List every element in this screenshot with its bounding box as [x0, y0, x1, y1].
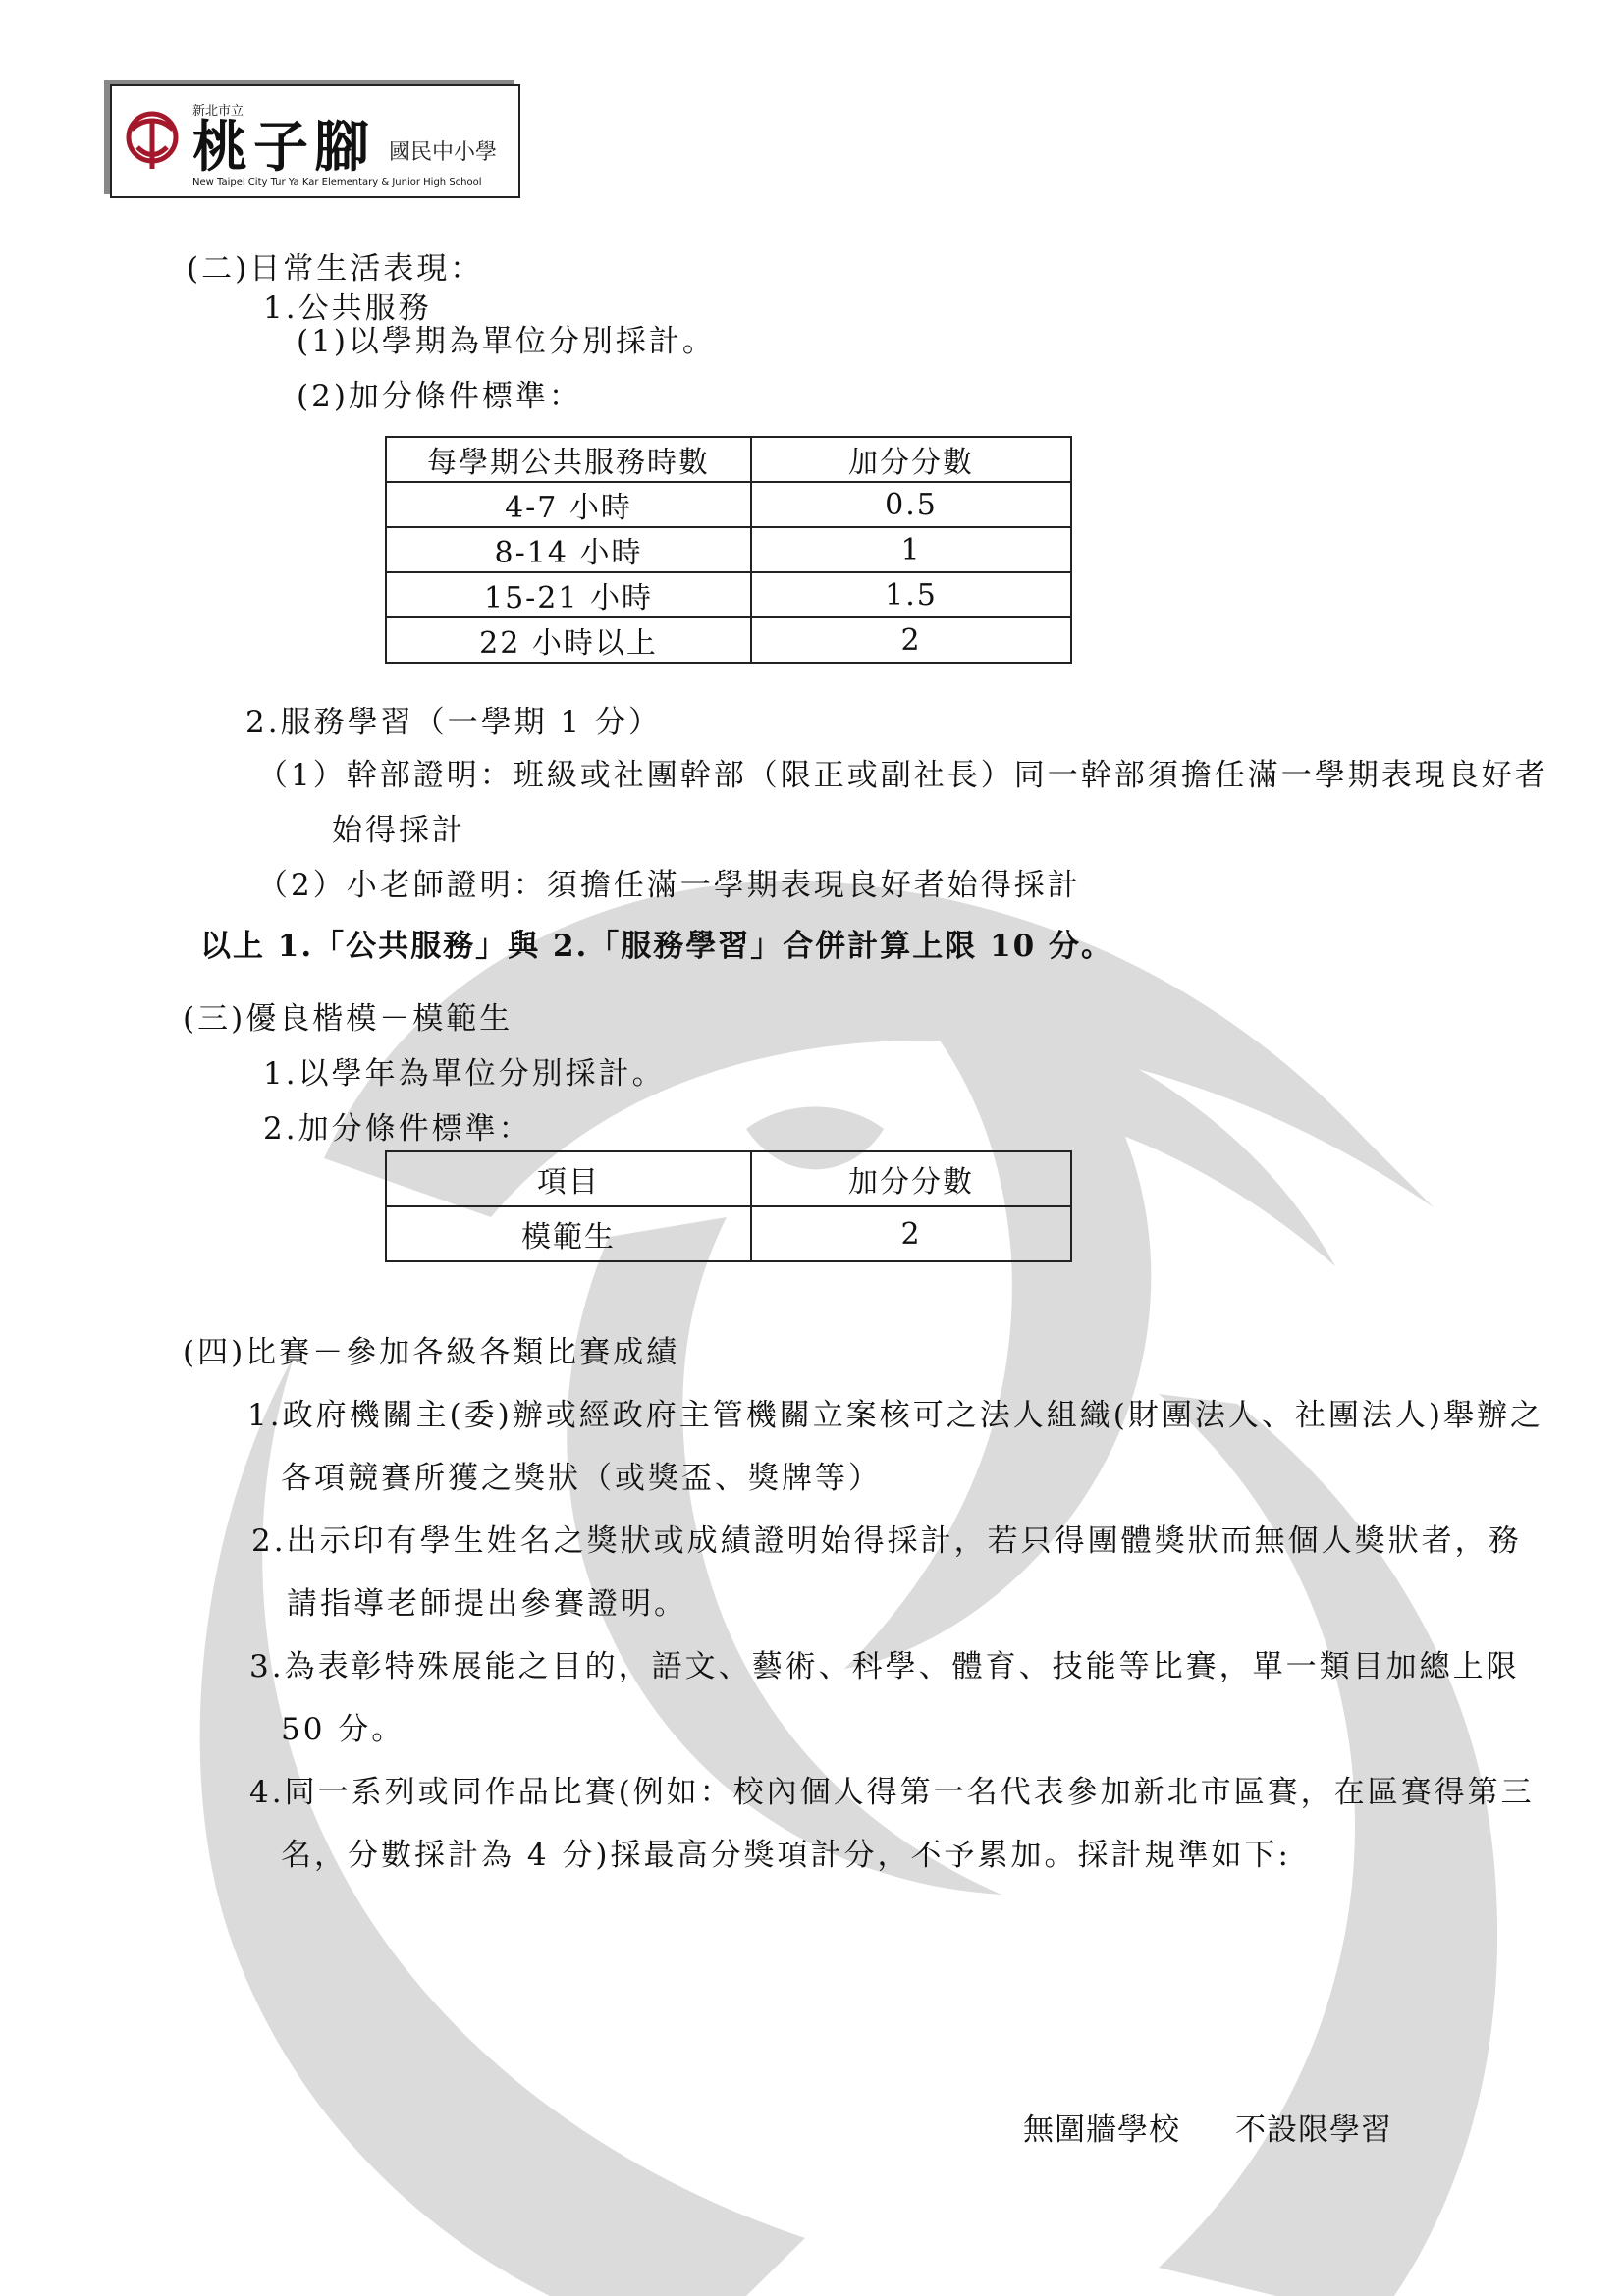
table-cell-points: 1.5 [751, 572, 1071, 617]
table-cell-points: 1 [751, 527, 1071, 572]
table-row [386, 572, 1071, 617]
table-cell-item: 模範生 [386, 1206, 751, 1261]
logo-suffix: 國民中小學 [389, 140, 498, 165]
logo-city: 新北市立 [192, 104, 244, 119]
public-service-table [385, 436, 1072, 664]
section2-item1-sub1: (1)以學期為單位分別採計。 [297, 324, 716, 359]
section4-p3-line1: 3.為表彰特殊展能之目的，語文、藝術、科學、體育、技能等比賽，單一類目加總上限 [249, 1649, 1520, 1684]
table-row [386, 1206, 1071, 1261]
table-header-cell: 項目 [386, 1151, 751, 1206]
section2-item2-sub2: （2）小老師證明：須擔任滿一學期表現良好者始得採計 [257, 868, 1081, 903]
model-student-table [385, 1150, 1072, 1262]
table-row [386, 527, 1071, 572]
section4-p2-line2: 請指導老師提出參賽證明。 [287, 1586, 687, 1622]
table-header-cell: 加分分數 [751, 1151, 1071, 1206]
service-cap-summary: 以上 1.「公共服務」與 2.「服務學習」合併計算上限 10 分。 [200, 929, 1114, 964]
table-header-row [386, 1151, 1071, 1206]
table-cell-hours: 8-14 小時 [386, 527, 751, 572]
section4-p1-line2: 各項競賽所獲之獎狀（或獎盃、獎牌等） [281, 1461, 882, 1496]
table-cell-points: 0.5 [751, 482, 1071, 527]
section4-p1-line1: 1.政府機關主(委)辦或經政府主管機關立案核可之法人組織(財團法人、社團法人)舉辦之 [247, 1398, 1543, 1433]
section2-item2-sub1-line1: （1）幹部證明：班級或社團幹部（限正或副社長）同一幹部須擔任滿一學期表現良好者 [257, 758, 1548, 793]
table-cell-hours: 4-7 小時 [386, 482, 751, 527]
section3-heading: (三)優良楷模－模範生 [183, 1001, 514, 1037]
school-logo [110, 84, 520, 198]
section4-p3-line2: 50 分。 [281, 1712, 406, 1747]
table-cell-hours: 22 小時以上 [386, 617, 751, 663]
table-header-cell: 加分分數 [751, 437, 1071, 482]
footer-slogan-left: 無圍牆學校 [1023, 2112, 1180, 2148]
section3-item2: 2.加分條件標準： [263, 1111, 532, 1147]
footer-slogan-right: 不設限學習 [1235, 2112, 1392, 2148]
table-header-cell: 每學期公共服務時數 [386, 437, 751, 482]
table-cell-points: 2 [751, 1206, 1071, 1261]
table-row [386, 617, 1071, 663]
section3-item1: 1.以學年為單位分別採計。 [263, 1056, 666, 1092]
table-header-row [386, 437, 1071, 482]
table-cell-points: 2 [751, 617, 1071, 663]
logo-school-name: 桃子腳 [192, 115, 375, 180]
section4-p4-line2: 名，分數採計為 4 分)採最高分獎項計分，不予累加。採計規準如下: [281, 1838, 1291, 1873]
school-emblem-icon [118, 100, 187, 179]
section4-heading: (四)比賽－參加各級各類比賽成績 [183, 1335, 680, 1370]
section2-item1-sub2: (2)加分條件標準： [297, 379, 582, 414]
section2-item2-title: 2.服務學習（一學期 1 分） [245, 705, 663, 740]
section2-item1-title: 1.公共服務 [263, 291, 432, 326]
table-cell-hours: 15-21 小時 [386, 572, 751, 617]
table-row [386, 482, 1071, 527]
section4-p2-line1: 2.出示印有學生姓名之獎狀或成績證明始得採計，若只得團體獎狀而無個人獎狀者，務 [251, 1523, 1522, 1559]
logo-english-name: New Taipei City Tur Ya Kar Elementary & Junior High School [192, 177, 482, 187]
section2-item2-sub1-line2: 始得採計 [332, 813, 465, 848]
section2-heading: (二)日常生活表現： [187, 251, 484, 287]
section4-p4-line1: 4.同一系列或同作品比賽(例如：校內個人得第一名代表參加新北市區賽，在區賽得第三 [249, 1775, 1535, 1810]
